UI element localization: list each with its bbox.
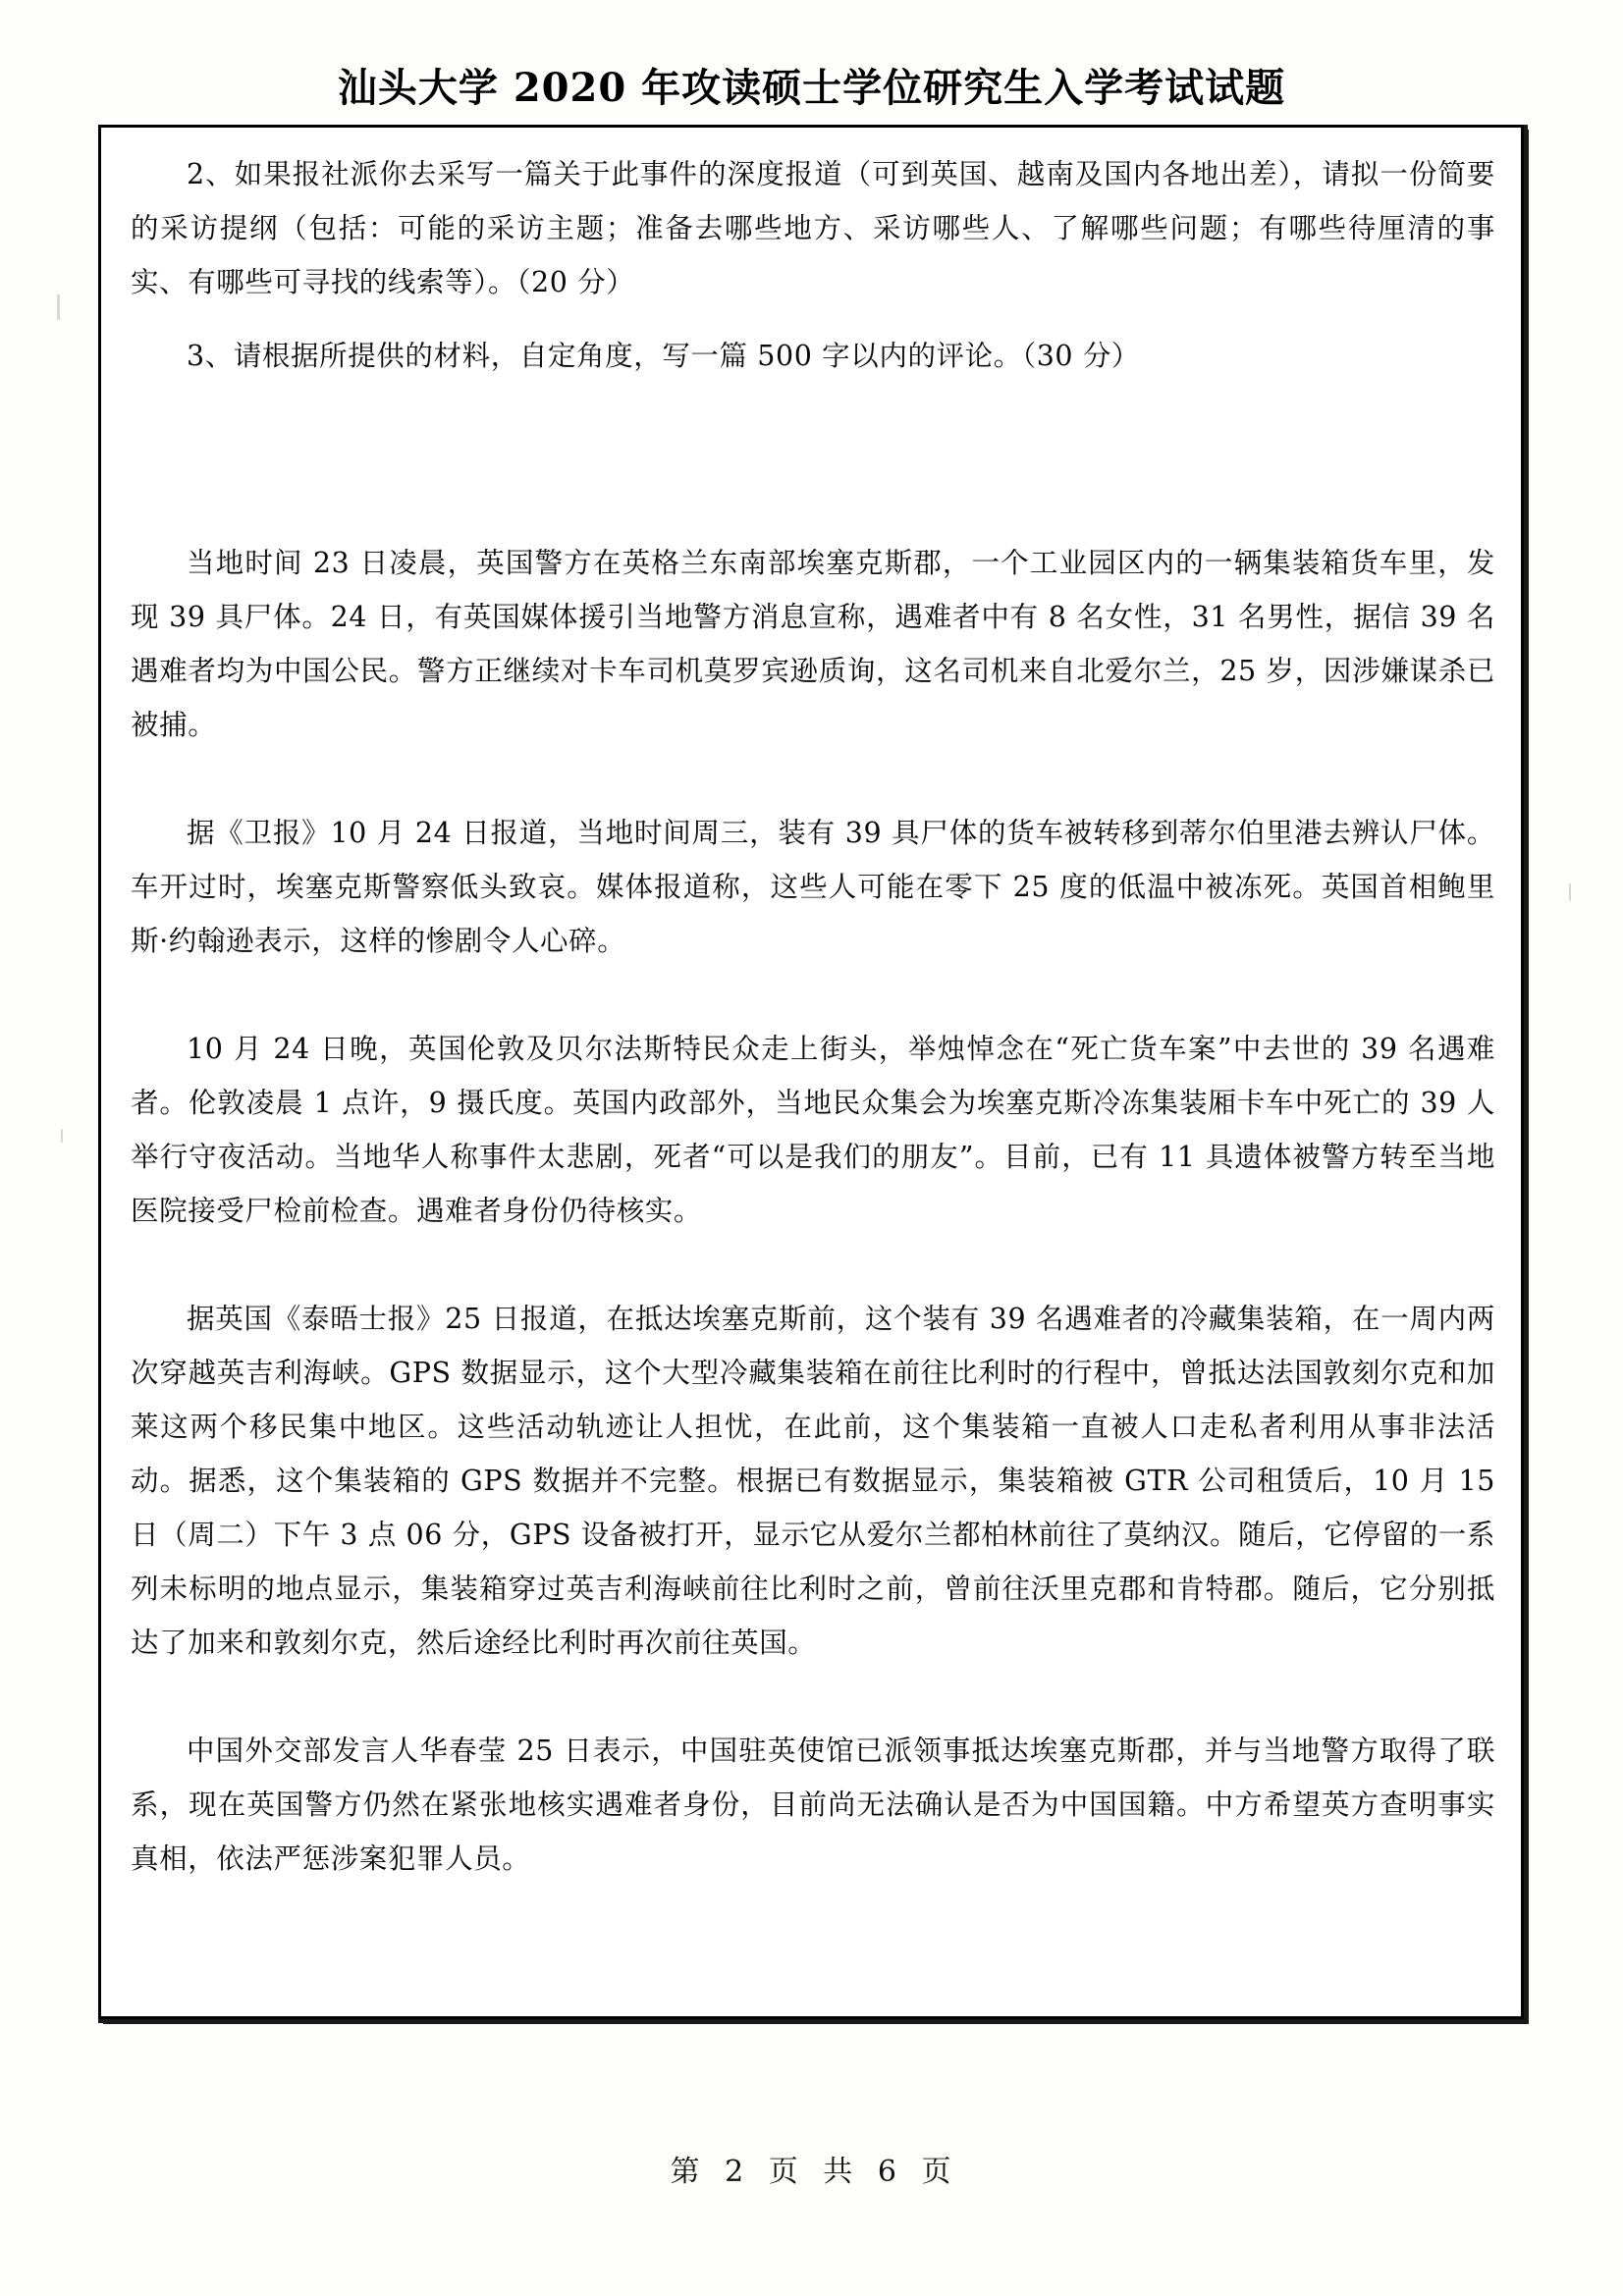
- spacer: [131, 968, 1495, 1022]
- spacer: [131, 752, 1495, 806]
- scan-artifact-speck: [57, 294, 60, 320]
- scan-artifact-speck: [1569, 883, 1571, 901]
- footer-unit-total: 页: [921, 2155, 953, 2189]
- exam-content-padding: [101, 128, 1521, 2016]
- page-title: 汕头大学 2020 年攻读硕士学位研究生入学考试试题: [337, 65, 1286, 111]
- material-paragraph-2: 据《卫报》10 月 24 日报道，当地时间周三，装有 39 具尸体的货车被转移到蒂尔伯里港去辨认尸体。车开过时，埃塞克斯警察低头致哀。媒体报道称，这些人可能在零下 25 度的低温中被冻死。英国首相鲍里斯·约翰逊表示，这样的惨剧令人心碎。: [131, 817, 1495, 957]
- spacer: [131, 1238, 1495, 1292]
- page-footer: [0, 2147, 1623, 2190]
- material-paragraph-4: 据英国《泰晤士报》25 日报道，在抵达埃塞克斯前，这个装有 39 名遇难者的冷藏集装箱，在一周内两次穿越英吉利海峡。GPS 数据显示，这个大型冷藏集装箱在前往比利时的行程中，曾抵达法国敦刻尔克和加莱这两个移民集中地区。这些活动轨迹让人担忧，在此前，这个集装箱一直被人口走私者利用从事非法活动。据悉，这个集装箱的 GPS 数据并不完整。根据已有数据显示，集装箱被 GTR 公司租赁后，10 月 15 日（周二）下午 3 点 06 分，GPS 设备被打开，显示它从爱尔兰都柏林前往了莫纳汉。随后，它停留的一系列未标明的地点显示，集装箱穿过英吉利海峡前往比利时之前，曾前往沃里克郡和肯特郡。随后，它分别抵达了加来和敦刻尔克，然后途经比利时再次前往英国。: [131, 1303, 1495, 1659]
- spacer: [131, 315, 1495, 329]
- footer-total-pages: 6: [877, 2155, 898, 2189]
- material-paragraph-3: 10 月 24 日晚，英国伦敦及贝尔法斯特民众走上街头，举烛悼念在“死亡货车案”中去世的 39 名遇难者。伦敦凌晨 1 点许，9 摄氏度。英国内政部外，当地民众集会为埃塞克斯冷冻集装厢卡车中死亡的 39 人举行守夜活动。当地华人称事件太悲剧，死者“可以是我们的朋友”。目前，已有 11 具遗体被警方转至当地医院接受尸检前检查。遇难者身份仍待核实。: [131, 1033, 1495, 1227]
- material-paragraph-5: 中国外交部发言人华春莹 25 日表示，中国驻英使馆已派领事抵达埃塞克斯郡，并与当地警方取得了联系，现在英国警方仍然在紧张地核实遇难者身份，目前尚无法确认是否为中国国籍。中方希望英方查明事实真相，依法严惩涉案犯罪人员。: [131, 1735, 1495, 1875]
- question-2-text: 2、如果报社派你去采写一篇关于此事件的深度报道（可到英国、越南及国内各地出差），请拟一份简要的采访提纲（包括：可能的采访主题；准备去哪些地方、采访哪些人、了解哪些问题；有哪些待厘清的事实、有哪些可寻找的线索等）。（20 分）: [131, 158, 1495, 298]
- question-3-text: 3、请根据所提供的材料，自定角度，写一篇 500 字以内的评论。（30 分）: [187, 340, 1141, 372]
- scan-artifact-speck: [61, 1129, 63, 1143]
- footer-label-total: 共: [823, 2155, 855, 2189]
- footer-page-number: 2: [725, 2155, 746, 2189]
- exam-content-frame: [98, 125, 1524, 2019]
- material-paragraph-1: 当地时间 23 日凌晨，英国警方在英格兰东南部埃塞克斯郡，一个工业园区内的一辆集装箱货车里，发现 39 具尸体。24 日，有英国媒体援引当地警方消息宣称，遇难者中有 8 名女性，31 名男性，据信 39 名遇难者均为中国公民。警方正继续对卡车司机莫罗宾逊质询，这名司机来自北爱尔兰，25 岁，因涉嫌谋杀已被捕。: [131, 547, 1495, 741]
- footer-unit-page: 页: [768, 2155, 800, 2189]
- spacer: [131, 389, 1495, 536]
- footer-label-page: 第: [670, 2155, 702, 2189]
- spacer: [131, 1670, 1495, 1724]
